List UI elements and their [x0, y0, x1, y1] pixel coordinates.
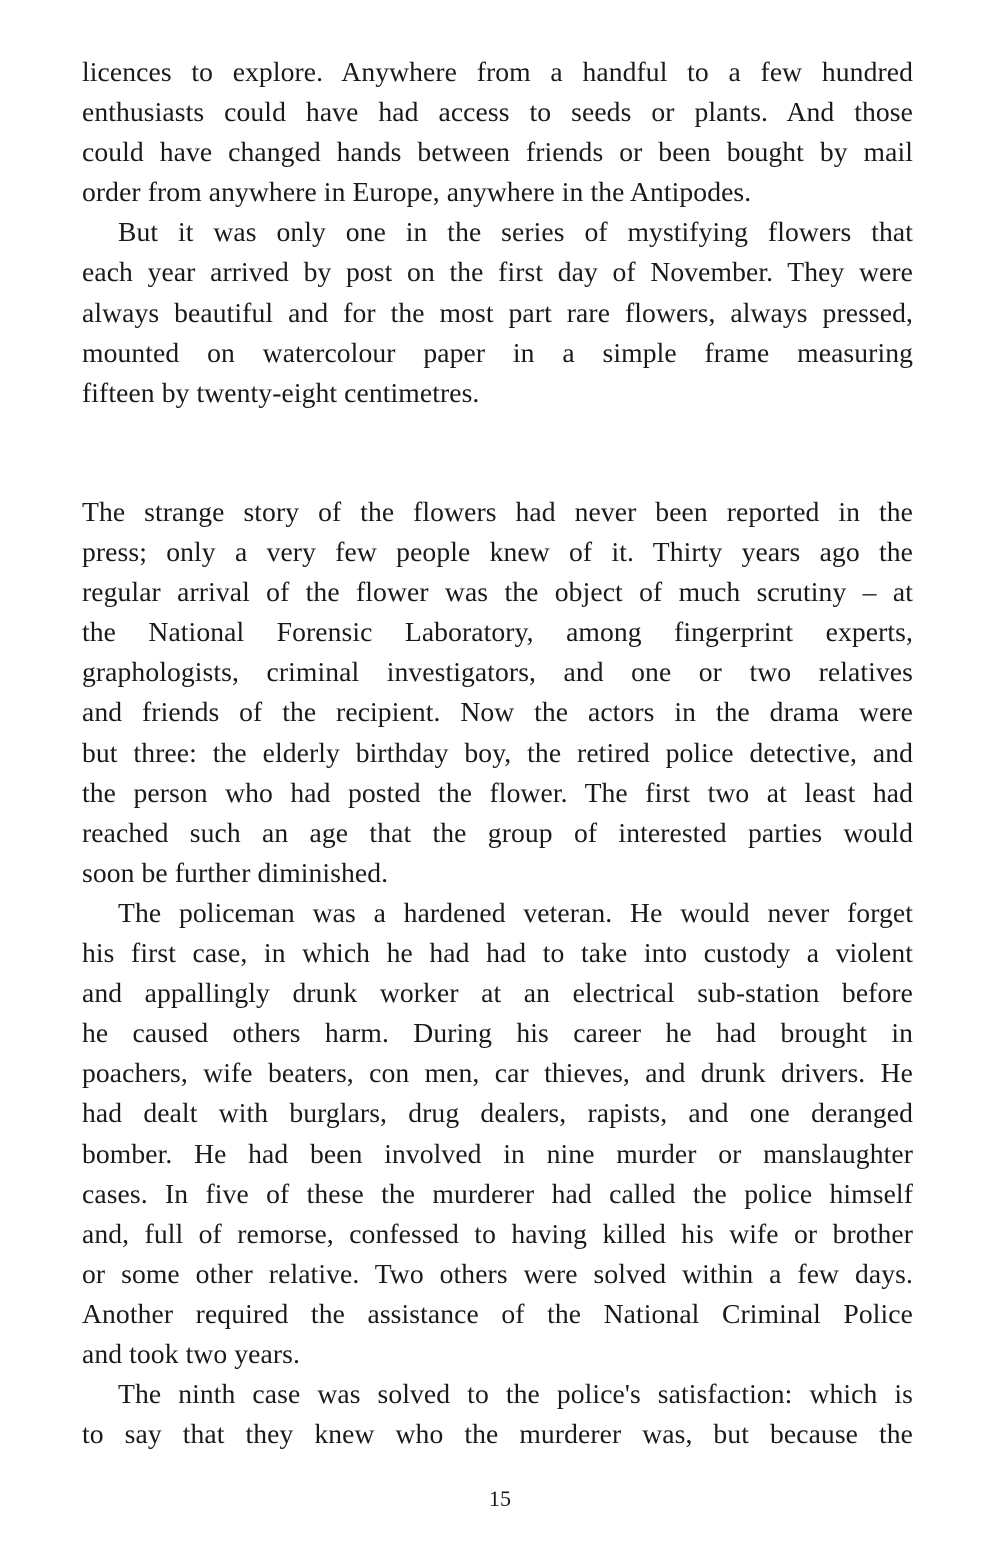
- text-line: reached such an age that the group of interested parties would: [82, 816, 913, 848]
- text-line: or some other relative. Two others were solved within a few days.: [82, 1257, 913, 1289]
- text-section-1: [82, 52, 913, 413]
- text-line: cases. In five of these the murderer had called the police himself: [82, 1177, 913, 1209]
- text-line: The ninth case was solved to the police's satisfaction: which is: [118, 1378, 913, 1410]
- text-line: and appallingly drunk worker at an electrical sub-station before: [82, 977, 913, 1009]
- text-line: and took two years.: [82, 1337, 301, 1369]
- text-line: but three: the elderly birthday boy, the retired police detective, and: [82, 736, 913, 768]
- text-line: the National Forensic Laboratory, among fingerprint experts,: [82, 616, 913, 648]
- text-line: Another required the assistance of the National Criminal Police: [82, 1297, 913, 1329]
- text-line: could have changed hands between friends or been bought by mail: [82, 136, 913, 168]
- text-line: to say that they knew who the murderer was, but because the: [82, 1418, 913, 1450]
- text-line: order from anywhere in Europe, anywhere in the Antipodes.: [82, 176, 752, 208]
- text-line: The policeman was a hardened veteran. He would never forget: [118, 896, 913, 928]
- text-line: graphologists, criminal investigators, and one or two relatives: [82, 656, 913, 688]
- text-line: he caused others harm. During his career he had brought in: [82, 1017, 913, 1049]
- text-line: his first case, in which he had had to take into custody a violent: [82, 937, 913, 969]
- text-line: bomber. He had been involved in nine murder or manslaughter: [82, 1137, 913, 1169]
- text-line: and, full of remorse, confessed to having killed his wife or brother: [82, 1217, 913, 1249]
- text-line: poachers, wife beaters, con men, car thieves, and drunk drivers. He: [82, 1057, 913, 1089]
- text-line: regular arrival of the flower was the object of much scrutiny – at: [82, 576, 913, 608]
- text-line: But it was only one in the series of mystifying flowers that: [118, 216, 913, 248]
- text-line: fifteen by twenty-eight centimetres.: [82, 376, 480, 408]
- text-section-2: [82, 492, 913, 1454]
- text-line: always beautiful and for the most part rare flowers, always pressed,: [82, 296, 913, 328]
- text-line: The strange story of the flowers had never been reported in the: [82, 496, 913, 527]
- text-line: and friends of the recipient. Now the actors in the drama were: [82, 696, 913, 728]
- text-line: had dealt with burglars, drug dealers, rapists, and one deranged: [82, 1097, 913, 1129]
- text-line: the person who had posted the flower. The first two at least had: [82, 776, 913, 808]
- text-line: licences to explore. Anywhere from a handful to a few hundred: [82, 56, 913, 87]
- text-line: each year arrived by post on the first day of November. They were: [82, 256, 913, 288]
- text-line: enthusiasts could have had access to seeds or plants. And those: [82, 96, 913, 128]
- text-line: mounted on watercolour paper in a simple frame measuring: [82, 336, 913, 368]
- page-number: 15: [489, 1486, 511, 1511]
- text-line: soon be further diminished.: [82, 856, 389, 888]
- text-line: press; only a very few people knew of it. Thirty years ago the: [82, 536, 913, 568]
